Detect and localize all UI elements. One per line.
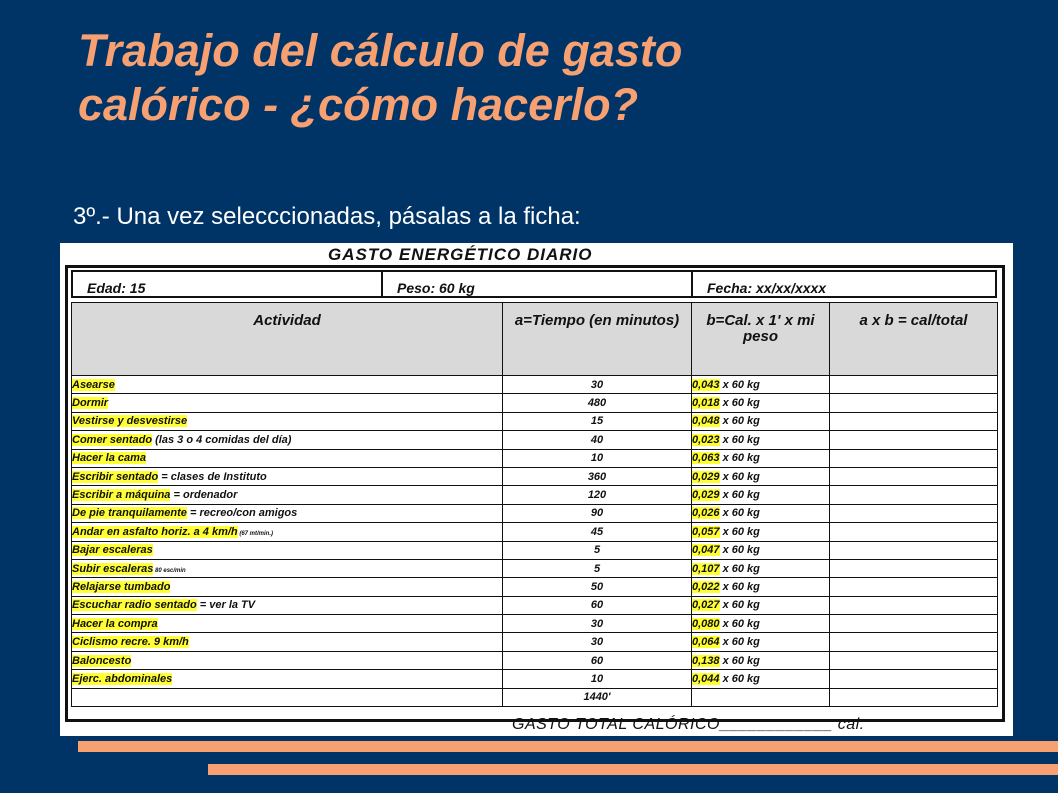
minutes-cell: 60	[503, 651, 692, 669]
weight-multiplier: x 60 kg	[719, 636, 760, 649]
cal-rate-value: 0,138	[692, 654, 720, 667]
table-row	[72, 578, 998, 596]
cal-rate-value: 0,047	[692, 544, 720, 557]
cal-rate-value: 0,057	[692, 525, 720, 538]
activity-note: = ver la TV	[196, 599, 256, 612]
cal-rate-cell	[692, 615, 830, 633]
activity-name: Escuchar radio sentado	[72, 599, 197, 612]
activity-cell	[72, 670, 503, 688]
cal-rate-cell	[692, 578, 830, 596]
minutes-cell: 60	[503, 596, 692, 614]
table-row	[72, 467, 998, 485]
activity-cell	[72, 615, 503, 633]
col-header-time: a=Tiempo (en minutos)	[503, 303, 692, 376]
cal-rate-value: 0,063	[692, 452, 720, 465]
cal-rate-value: 0,027	[692, 599, 720, 612]
activity-name: Andar en asfalto horiz. a 4 km/h	[72, 525, 238, 538]
activity-cell	[72, 376, 503, 394]
weight-multiplier: x 60 kg	[719, 470, 760, 483]
cal-rate-value: 0,080	[692, 617, 720, 630]
activity-cell	[72, 651, 503, 669]
activity-cell	[72, 541, 503, 559]
cal-total-cell	[830, 651, 998, 669]
title-line-2: calórico - ¿cómo hacerlo?	[78, 79, 639, 130]
cal-rate-value: 0,048	[692, 415, 720, 428]
activity-name: Ciclismo recre. 9 km/h	[72, 636, 189, 649]
table-header-row	[72, 303, 998, 376]
cal-rate-value: 0,018	[692, 397, 720, 410]
activity-note: = clases de Instituto	[158, 470, 267, 483]
cal-total-cell	[830, 431, 998, 449]
activity-name: Ejerc. abdominales	[72, 672, 173, 685]
weight-multiplier: x 60 kg	[719, 562, 760, 575]
cal-total-cell	[830, 559, 998, 577]
minutes-cell: 30	[503, 376, 692, 394]
minutes-cell: 30	[503, 633, 692, 651]
weight-multiplier: x 60 kg	[719, 397, 760, 410]
table-row	[72, 615, 998, 633]
age-field: Edad: 15	[73, 272, 383, 296]
activity-cell	[72, 467, 503, 485]
cal-rate-cell	[692, 431, 830, 449]
cal-total-cell	[830, 486, 998, 504]
table-row	[72, 394, 998, 412]
cal-rate-cell	[692, 376, 830, 394]
activity-note: = ordenador	[170, 489, 238, 502]
activity-note: 80 esc/min	[153, 567, 186, 574]
total-spacer-2	[692, 688, 830, 706]
cal-total-cell	[830, 467, 998, 485]
table-row	[72, 486, 998, 504]
table-row	[72, 504, 998, 522]
date-field: Fecha: xx/xx/xxxx	[707, 280, 827, 296]
title-line-1: Trabajo del cálculo de gasto	[78, 25, 683, 76]
table-row	[72, 596, 998, 614]
cal-total-cell	[830, 412, 998, 430]
weight-multiplier: x 60 kg	[719, 617, 760, 630]
minutes-cell: 10	[503, 670, 692, 688]
cal-rate-value: 0,029	[692, 470, 720, 483]
activity-note: (las 3 o 4 comidas del día)	[152, 433, 292, 446]
cal-rate-value: 0,029	[692, 489, 720, 502]
cal-rate-value: 0,064	[692, 636, 720, 649]
activity-cell	[72, 523, 503, 541]
weight-field: Peso: 60 kg	[383, 272, 693, 296]
activity-table	[71, 302, 998, 707]
slide-title	[78, 24, 978, 132]
activity-name: Vestirse y desvestirse	[72, 415, 188, 428]
weight-multiplier: x 60 kg	[719, 525, 760, 538]
weight-multiplier: x 60 kg	[719, 544, 760, 557]
total-minutes: 1440'	[503, 688, 692, 706]
table-row	[72, 412, 998, 430]
activity-name: Relajarse tumbado	[72, 580, 171, 593]
cal-rate-cell	[692, 504, 830, 522]
cal-rate-cell	[692, 449, 830, 467]
cal-rate-value: 0,107	[692, 562, 720, 575]
minutes-cell: 50	[503, 578, 692, 596]
cal-rate-cell	[692, 651, 830, 669]
cal-rate-cell	[692, 670, 830, 688]
weight-multiplier: x 60 kg	[719, 415, 760, 428]
activity-cell	[72, 449, 503, 467]
activity-cell	[72, 559, 503, 577]
cal-total-cell	[830, 504, 998, 522]
cal-rate-value: 0,026	[692, 507, 720, 520]
activity-name: Baloncesto	[72, 654, 132, 667]
activity-note: (67 mt/min.)	[237, 530, 273, 537]
table-row	[72, 670, 998, 688]
form-frame	[65, 265, 1005, 722]
total-row	[72, 688, 998, 706]
table-row	[72, 523, 998, 541]
minutes-cell: 120	[503, 486, 692, 504]
minutes-cell: 30	[503, 615, 692, 633]
weight-multiplier: x 60 kg	[719, 672, 760, 685]
minutes-cell: 360	[503, 467, 692, 485]
cal-rate-value: 0,023	[692, 433, 720, 446]
table-row	[72, 541, 998, 559]
cal-rate-cell	[692, 394, 830, 412]
minutes-cell: 5	[503, 541, 692, 559]
weight-multiplier: x 60 kg	[719, 452, 760, 465]
weight-multiplier: x 60 kg	[719, 433, 760, 446]
cal-rate-cell	[692, 523, 830, 541]
cal-total-cell	[830, 523, 998, 541]
minutes-cell: 45	[503, 523, 692, 541]
accent-bar-bottom	[208, 764, 1058, 775]
table-row	[72, 559, 998, 577]
activity-name: Comer sentado	[72, 433, 153, 446]
cal-rate-cell	[692, 467, 830, 485]
minutes-cell: 90	[503, 504, 692, 522]
cal-rate-cell	[692, 541, 830, 559]
cal-rate-cell	[692, 486, 830, 504]
weight-multiplier: x 60 kg	[719, 507, 760, 520]
table-body	[72, 376, 998, 689]
form-info-row	[71, 270, 997, 298]
col-header-cal-rate: b=Cal. x 1' x mi peso	[692, 303, 830, 376]
weight-multiplier: x 60 kg	[719, 599, 760, 612]
table-row	[72, 633, 998, 651]
cal-total-cell	[830, 670, 998, 688]
cal-total-cell	[830, 541, 998, 559]
activity-name: Bajar escaleras	[72, 544, 153, 557]
weight-multiplier: x 60 kg	[719, 378, 760, 391]
cal-total-cell	[830, 449, 998, 467]
weight-multiplier: x 60 kg	[719, 654, 760, 667]
minutes-cell: 5	[503, 559, 692, 577]
weight-multiplier: x 60 kg	[719, 489, 760, 502]
total-calories-label: GASTO TOTAL CALÓRICO____________ cal.	[512, 716, 865, 733]
total-spacer	[72, 688, 503, 706]
cal-total-cell	[830, 615, 998, 633]
minutes-cell: 480	[503, 394, 692, 412]
activity-cell	[72, 486, 503, 504]
table-row	[72, 431, 998, 449]
table-row	[72, 376, 998, 394]
minutes-cell: 10	[503, 449, 692, 467]
activity-name: Dormir	[72, 397, 109, 410]
minutes-cell: 40	[503, 431, 692, 449]
cal-rate-cell	[692, 633, 830, 651]
activity-cell	[72, 394, 503, 412]
activity-cell	[72, 596, 503, 614]
cal-total-cell	[830, 394, 998, 412]
energy-form-image	[60, 243, 1013, 736]
slide-subtitle: 3º.- Una vez selecccionadas, pásalas a la ficha:	[73, 203, 581, 230]
activity-name: Hacer la compra	[72, 617, 158, 630]
table-row	[72, 651, 998, 669]
table-row	[72, 449, 998, 467]
activity-name: De pie tranquilamente	[72, 507, 187, 520]
activity-name: Escribir a máquina	[72, 489, 171, 502]
activity-cell	[72, 578, 503, 596]
weight-multiplier: x 60 kg	[719, 580, 760, 593]
activity-cell	[72, 412, 503, 430]
cal-total-cell	[830, 578, 998, 596]
accent-bar-top	[78, 741, 1058, 752]
cal-rate-cell	[692, 596, 830, 614]
activity-name: Escribir sentado	[72, 470, 159, 483]
cal-total-cell	[830, 596, 998, 614]
col-header-activity: Actividad	[72, 303, 503, 376]
cal-rate-cell	[692, 559, 830, 577]
cal-rate-value: 0,044	[692, 672, 720, 685]
cal-rate-value: 0,043	[692, 378, 720, 391]
activity-name: Hacer la cama	[72, 452, 146, 465]
activity-note: = recreo/con amigos	[186, 507, 298, 520]
activity-name: Subir escaleras	[72, 562, 154, 575]
cal-rate-value: 0,022	[692, 580, 720, 593]
total-spacer-3	[830, 688, 998, 706]
activity-cell	[72, 431, 503, 449]
activity-cell	[72, 504, 503, 522]
cal-total-cell	[830, 633, 998, 651]
form-title: GASTO ENERGÉTICO DIARIO	[328, 245, 593, 267]
activity-cell	[72, 633, 503, 651]
activity-name: Asearse	[72, 378, 115, 391]
col-header-cal-total: a x b = cal/total	[830, 303, 998, 376]
cal-rate-cell	[692, 412, 830, 430]
cal-total-cell	[830, 376, 998, 394]
minutes-cell: 15	[503, 412, 692, 430]
